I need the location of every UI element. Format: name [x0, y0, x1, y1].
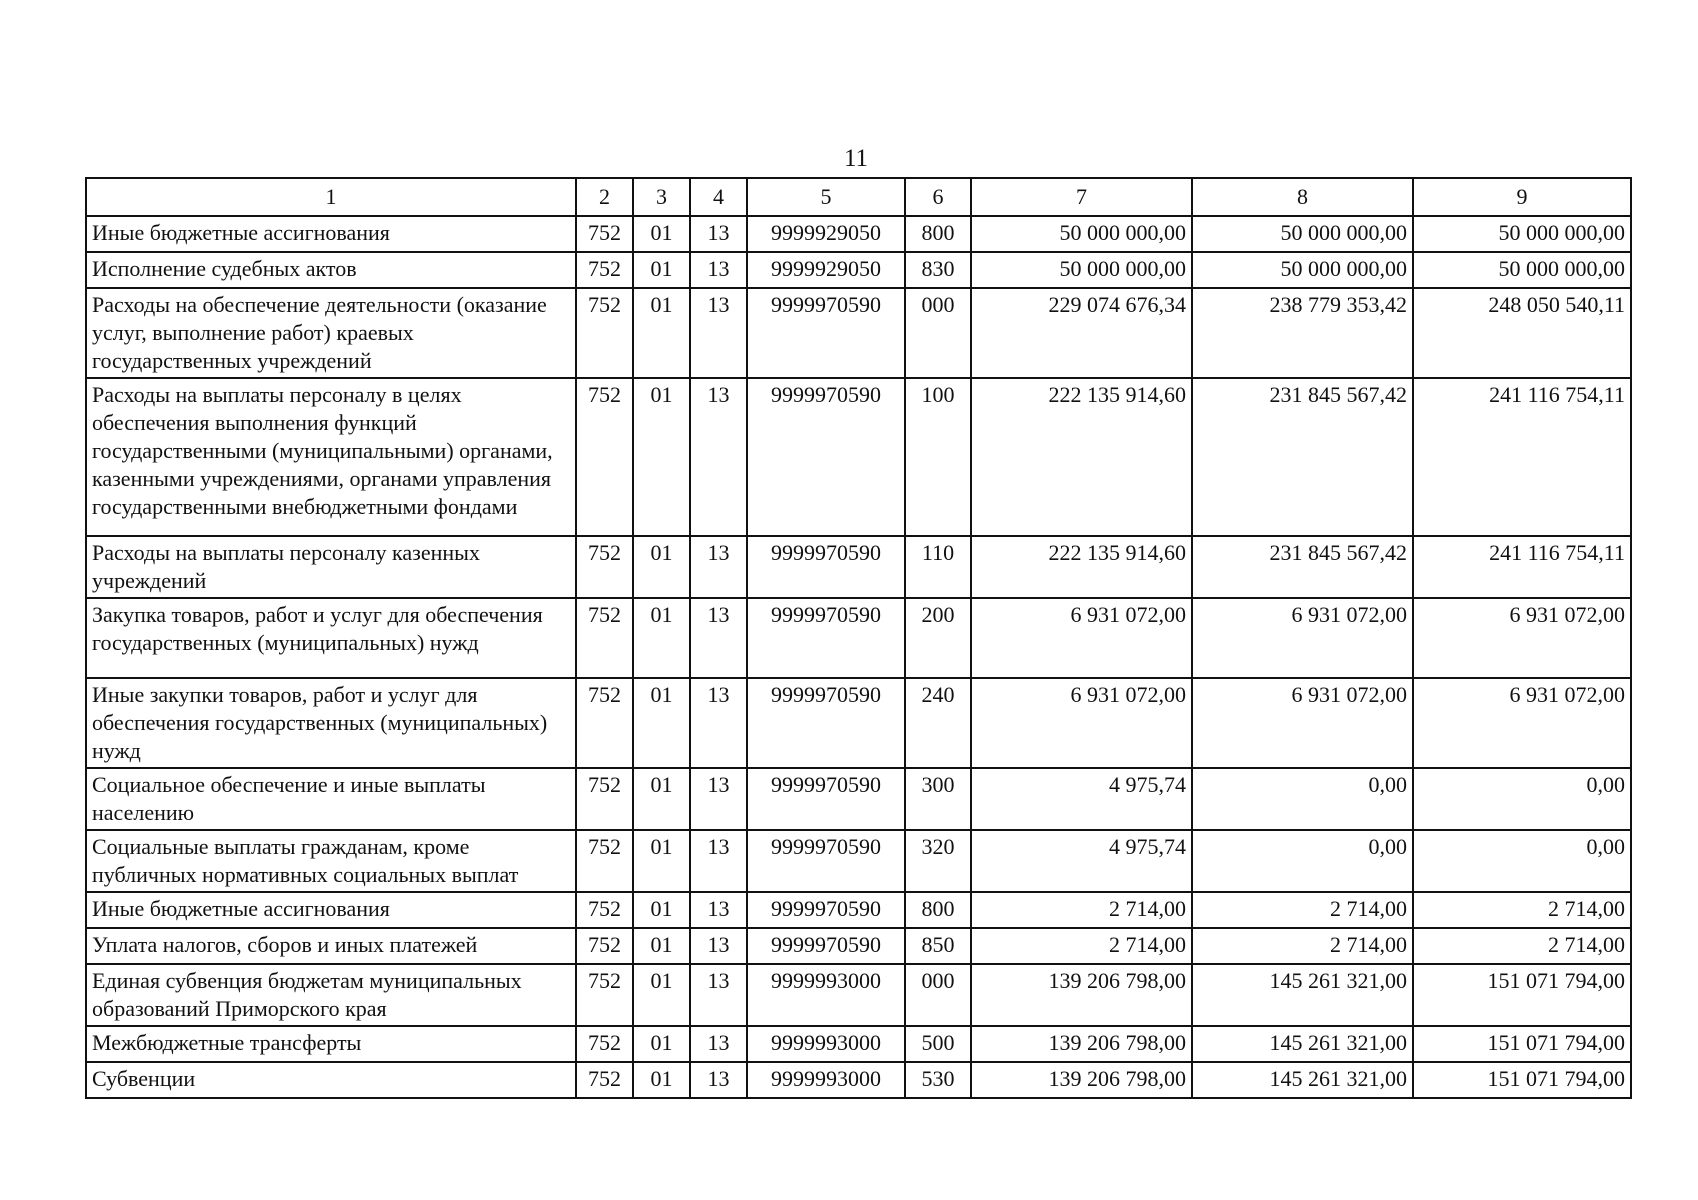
- cell-chapter: 752: [576, 378, 633, 536]
- column-header-expense-type: 6: [905, 178, 971, 216]
- cell-amount-year-3: 241 116 754,11: [1413, 536, 1631, 598]
- cell-amount-year-3: 50 000 000,00: [1413, 216, 1631, 252]
- cell-amount-year-1: 2 714,00: [971, 928, 1192, 964]
- cell-subsection: 13: [690, 830, 747, 892]
- cell-expense-type: 300: [905, 768, 971, 830]
- cell-amount-year-2: 2 714,00: [1192, 928, 1413, 964]
- table-header: [86, 178, 1631, 216]
- cell-section: 01: [633, 378, 690, 536]
- cell-amount-year-2: 145 261 321,00: [1192, 1026, 1413, 1062]
- cell-amount-year-2: 231 845 567,42: [1192, 536, 1413, 598]
- cell-target-article: 9999993000: [747, 964, 905, 1026]
- cell-chapter: 752: [576, 1026, 633, 1062]
- cell-expense-type: 500: [905, 1026, 971, 1062]
- cell-amount-year-3: 0,00: [1413, 768, 1631, 830]
- table-row: [86, 1062, 1631, 1098]
- cell-amount-year-1: 6 931 072,00: [971, 678, 1192, 768]
- cell-target-article: 9999970590: [747, 892, 905, 928]
- cell-amount-year-1: 222 135 914,60: [971, 378, 1192, 536]
- cell-amount-year-1: 6 931 072,00: [971, 598, 1192, 678]
- cell-target-article: 9999970590: [747, 678, 905, 768]
- cell-target-article: 9999970590: [747, 378, 905, 536]
- cell-name: Расходы на выплаты персоналу в целях обеспечения выполнения функций государственными (муниципальными) органами, казенными учреждениями, органами управления государственными внебюджетными фондами: [86, 378, 576, 536]
- cell-amount-year-1: 50 000 000,00: [971, 252, 1192, 288]
- cell-amount-year-2: 50 000 000,00: [1192, 252, 1413, 288]
- cell-expense-type: 800: [905, 892, 971, 928]
- column-header-section: 3: [633, 178, 690, 216]
- cell-amount-year-3: 50 000 000,00: [1413, 252, 1631, 288]
- column-header-name: 1: [86, 178, 576, 216]
- column-header-subsection: 4: [690, 178, 747, 216]
- cell-chapter: 752: [576, 1062, 633, 1098]
- cell-subsection: 13: [690, 288, 747, 378]
- cell-section: 01: [633, 1026, 690, 1062]
- cell-subsection: 13: [690, 892, 747, 928]
- cell-chapter: 752: [576, 252, 633, 288]
- cell-subsection: 13: [690, 216, 747, 252]
- column-header-amount-year-1: 7: [971, 178, 1192, 216]
- cell-amount-year-3: 0,00: [1413, 830, 1631, 892]
- cell-amount-year-1: 2 714,00: [971, 892, 1192, 928]
- cell-amount-year-1: 50 000 000,00: [971, 216, 1192, 252]
- cell-chapter: 752: [576, 892, 633, 928]
- cell-amount-year-2: 2 714,00: [1192, 892, 1413, 928]
- cell-name: Субвенции: [86, 1062, 576, 1098]
- cell-name: Социальные выплаты гражданам, кроме публичных нормативных социальных выплат: [86, 830, 576, 892]
- cell-target-article: 9999993000: [747, 1062, 905, 1098]
- cell-amount-year-2: 231 845 567,42: [1192, 378, 1413, 536]
- cell-section: 01: [633, 678, 690, 768]
- cell-amount-year-3: 248 050 540,11: [1413, 288, 1631, 378]
- cell-target-article: 9999929050: [747, 252, 905, 288]
- cell-amount-year-3: 151 071 794,00: [1413, 964, 1631, 1026]
- table-row: [86, 288, 1631, 378]
- cell-amount-year-3: 6 931 072,00: [1413, 678, 1631, 768]
- column-header-amount-year-2: 8: [1192, 178, 1413, 216]
- cell-chapter: 752: [576, 964, 633, 1026]
- cell-expense-type: 830: [905, 252, 971, 288]
- cell-subsection: 13: [690, 1026, 747, 1062]
- cell-amount-year-2: 0,00: [1192, 830, 1413, 892]
- table-body: [86, 216, 1631, 1098]
- column-header-amount-year-3: 9: [1413, 178, 1631, 216]
- cell-section: 01: [633, 252, 690, 288]
- page-number: 11: [843, 145, 869, 172]
- cell-expense-type: 320: [905, 830, 971, 892]
- cell-subsection: 13: [690, 252, 747, 288]
- cell-chapter: 752: [576, 598, 633, 678]
- table-row: [86, 598, 1631, 678]
- cell-section: 01: [633, 928, 690, 964]
- table-row: [86, 830, 1631, 892]
- cell-target-article: 9999970590: [747, 288, 905, 378]
- cell-name: Иные бюджетные ассигнования: [86, 216, 576, 252]
- cell-target-article: 9999929050: [747, 216, 905, 252]
- cell-amount-year-1: 222 135 914,60: [971, 536, 1192, 598]
- cell-target-article: 9999970590: [747, 768, 905, 830]
- cell-target-article: 9999970590: [747, 928, 905, 964]
- cell-target-article: 9999993000: [747, 1026, 905, 1062]
- cell-amount-year-1: 139 206 798,00: [971, 964, 1192, 1026]
- cell-chapter: 752: [576, 536, 633, 598]
- cell-name: Закупка товаров, работ и услуг для обеспечения государственных (муниципальных) нужд: [86, 598, 576, 678]
- cell-amount-year-2: 50 000 000,00: [1192, 216, 1413, 252]
- cell-name: Иные закупки товаров, работ и услуг для обеспечения государственных (муниципальных) нужд: [86, 678, 576, 768]
- table-row: [86, 768, 1631, 830]
- cell-target-article: 9999970590: [747, 598, 905, 678]
- cell-amount-year-3: 241 116 754,11: [1413, 378, 1631, 536]
- cell-amount-year-3: 151 071 794,00: [1413, 1062, 1631, 1098]
- cell-amount-year-1: 139 206 798,00: [971, 1062, 1192, 1098]
- cell-section: 01: [633, 216, 690, 252]
- cell-chapter: 752: [576, 928, 633, 964]
- cell-expense-type: 530: [905, 1062, 971, 1098]
- cell-subsection: 13: [690, 928, 747, 964]
- cell-subsection: 13: [690, 964, 747, 1026]
- cell-chapter: 752: [576, 678, 633, 768]
- column-header-chapter: 2: [576, 178, 633, 216]
- cell-section: 01: [633, 768, 690, 830]
- cell-expense-type: 110: [905, 536, 971, 598]
- cell-amount-year-3: 151 071 794,00: [1413, 1026, 1631, 1062]
- cell-name: Уплата налогов, сборов и иных платежей: [86, 928, 576, 964]
- cell-expense-type: 200: [905, 598, 971, 678]
- column-header-target-article: 5: [747, 178, 905, 216]
- cell-name: Единая субвенция бюджетам муниципальных образований Приморского края: [86, 964, 576, 1026]
- cell-section: 01: [633, 288, 690, 378]
- cell-target-article: 9999970590: [747, 830, 905, 892]
- table-row: [86, 252, 1631, 288]
- cell-amount-year-2: 145 261 321,00: [1192, 964, 1413, 1026]
- cell-target-article: 9999970590: [747, 536, 905, 598]
- table-row: [86, 1026, 1631, 1062]
- cell-subsection: 13: [690, 1062, 747, 1098]
- cell-amount-year-1: 4 975,74: [971, 768, 1192, 830]
- cell-subsection: 13: [690, 536, 747, 598]
- cell-expense-type: 000: [905, 964, 971, 1026]
- table-row: [86, 378, 1631, 536]
- cell-amount-year-2: 238 779 353,42: [1192, 288, 1413, 378]
- cell-name: Межбюджетные трансферты: [86, 1026, 576, 1062]
- budget-table: [85, 177, 1632, 1099]
- table-row: [86, 892, 1631, 928]
- cell-name: Расходы на обеспечение деятельности (оказание услуг, выполнение работ) краевых государственных учреждений: [86, 288, 576, 378]
- cell-amount-year-2: 0,00: [1192, 768, 1413, 830]
- cell-amount-year-3: 2 714,00: [1413, 892, 1631, 928]
- table-row: [86, 216, 1631, 252]
- cell-subsection: 13: [690, 768, 747, 830]
- cell-chapter: 752: [576, 288, 633, 378]
- cell-expense-type: 240: [905, 678, 971, 768]
- table-row: [86, 928, 1631, 964]
- header-row: [86, 178, 1631, 216]
- cell-chapter: 752: [576, 768, 633, 830]
- table-row: [86, 536, 1631, 598]
- cell-subsection: 13: [690, 678, 747, 768]
- cell-amount-year-2: 145 261 321,00: [1192, 1062, 1413, 1098]
- cell-amount-year-3: 6 931 072,00: [1413, 598, 1631, 678]
- cell-chapter: 752: [576, 216, 633, 252]
- cell-name: Иные бюджетные ассигнования: [86, 892, 576, 928]
- cell-section: 01: [633, 830, 690, 892]
- cell-name: Социальное обеспечение и иные выплаты населению: [86, 768, 576, 830]
- cell-subsection: 13: [690, 378, 747, 536]
- cell-expense-type: 000: [905, 288, 971, 378]
- cell-expense-type: 850: [905, 928, 971, 964]
- cell-amount-year-1: 4 975,74: [971, 830, 1192, 892]
- cell-section: 01: [633, 598, 690, 678]
- cell-name: Расходы на выплаты персоналу казенных учреждений: [86, 536, 576, 598]
- cell-amount-year-2: 6 931 072,00: [1192, 678, 1413, 768]
- table-row: [86, 678, 1631, 768]
- cell-amount-year-3: 2 714,00: [1413, 928, 1631, 964]
- cell-amount-year-1: 139 206 798,00: [971, 1026, 1192, 1062]
- cell-name: Исполнение судебных актов: [86, 252, 576, 288]
- table-row: [86, 964, 1631, 1026]
- cell-section: 01: [633, 892, 690, 928]
- cell-section: 01: [633, 536, 690, 598]
- cell-expense-type: 800: [905, 216, 971, 252]
- cell-chapter: 752: [576, 830, 633, 892]
- cell-expense-type: 100: [905, 378, 971, 536]
- cell-subsection: 13: [690, 598, 747, 678]
- cell-amount-year-1: 229 074 676,34: [971, 288, 1192, 378]
- cell-amount-year-2: 6 931 072,00: [1192, 598, 1413, 678]
- cell-section: 01: [633, 1062, 690, 1098]
- cell-section: 01: [633, 964, 690, 1026]
